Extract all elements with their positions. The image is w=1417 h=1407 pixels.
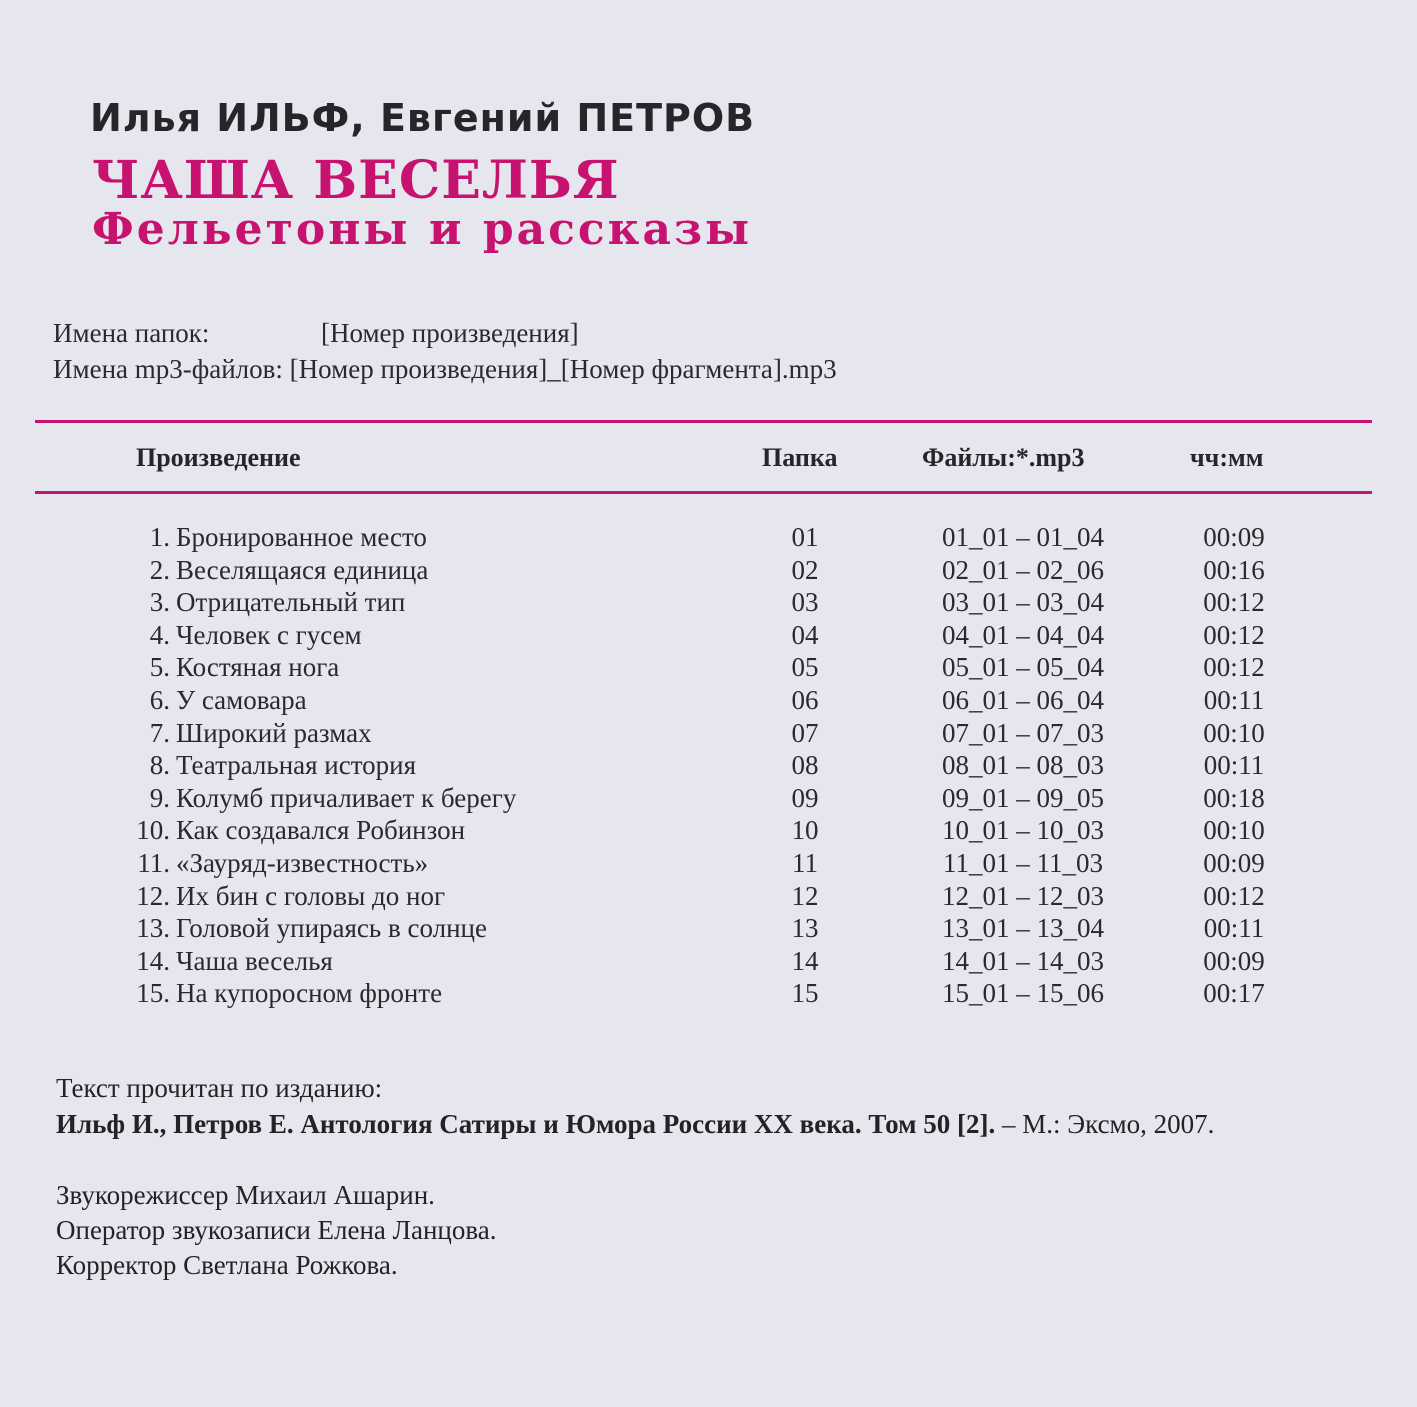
track-files: 08_01 – 08_03 xyxy=(942,750,1104,781)
track-folder: 14 xyxy=(791,945,819,976)
table-row xyxy=(0,718,1417,751)
file-naming-value: [Номер произведения]_[Номер фрагмента].mp3 xyxy=(289,354,837,384)
track-number: 14. xyxy=(136,945,170,976)
track-folder: 10 xyxy=(791,815,819,846)
folder-naming-value: [Номер произведения] xyxy=(321,318,579,348)
track-files: 15_01 – 15_06 xyxy=(942,978,1104,1009)
track-duration: 00:10 xyxy=(1203,815,1265,846)
track-title: Театральная история xyxy=(176,750,417,781)
track-duration: 00:16 xyxy=(1203,554,1265,585)
track-files: 02_01 – 02_06 xyxy=(942,554,1104,585)
track-folder: 15 xyxy=(791,978,819,1009)
file-naming-label: Имена mp3-файлов: xyxy=(53,354,283,384)
source-label: Текст прочитан по изданию: xyxy=(56,1073,383,1103)
track-folder: 11 xyxy=(792,847,818,878)
track-duration: 00:11 xyxy=(1203,750,1265,781)
track-files: 13_01 – 13_04 xyxy=(942,913,1104,944)
track-title: Головой упираясь в солнце xyxy=(176,913,487,944)
track-files: 09_01 – 09_05 xyxy=(942,782,1104,813)
album-title: ЧАША ВЕСЕЛЬЯ xyxy=(92,150,620,211)
track-number: 15. xyxy=(136,978,170,1009)
table-row xyxy=(0,815,1417,848)
track-title: Чаша веселья xyxy=(176,945,333,976)
track-number: 5. xyxy=(149,652,170,683)
track-title: Бронированное место xyxy=(176,522,427,552)
table-header-rule xyxy=(35,491,1372,494)
track-folder: 04 xyxy=(791,619,819,650)
track-title: У самовара xyxy=(176,684,307,715)
table-top-rule xyxy=(35,420,1372,423)
track-files: 01_01 – 01_04 xyxy=(942,522,1104,552)
track-folder: 06 xyxy=(791,684,819,715)
table-row xyxy=(0,848,1417,881)
track-duration: 00:12 xyxy=(1203,652,1265,683)
track-duration: 00:11 xyxy=(1203,913,1265,944)
source-citation-rest: – М.: Эксмо, 2007. xyxy=(995,1109,1215,1139)
source-citation xyxy=(56,1109,1214,1140)
track-title: Их бин с головы до ног xyxy=(176,880,446,911)
track-files: 06_01 – 06_04 xyxy=(942,684,1104,715)
track-files: 04_01 – 04_04 xyxy=(942,619,1104,650)
folder-naming-label: Имена папок: xyxy=(53,318,210,348)
track-title: Отрицательный тип xyxy=(176,587,406,618)
table-row xyxy=(0,522,1417,555)
track-duration: 00:09 xyxy=(1203,945,1265,976)
track-duration: 00:12 xyxy=(1203,619,1265,650)
track-folder: 01 xyxy=(791,522,819,552)
track-files: 11_01 – 11_03 xyxy=(943,847,1103,878)
track-number: 6. xyxy=(149,684,170,715)
track-title: Костяная нога xyxy=(176,652,340,683)
track-title: Колумб причаливает к берегу xyxy=(176,782,517,813)
table-row xyxy=(0,913,1417,946)
column-header-folder: Папка xyxy=(762,443,838,472)
authors-heading: Илья ИЛЬФ, Евгений ПЕТРОВ xyxy=(90,96,756,140)
table-row xyxy=(0,652,1417,685)
table-row xyxy=(0,946,1417,979)
track-title: «Зауряд-известность» xyxy=(176,847,429,878)
track-number: 2. xyxy=(149,554,170,585)
track-duration: 00:11 xyxy=(1203,684,1265,715)
track-number: 13. xyxy=(136,913,170,944)
column-header-work: Произведение xyxy=(136,443,301,472)
track-number: 9. xyxy=(149,782,170,813)
table-row xyxy=(0,783,1417,816)
table-row xyxy=(0,555,1417,588)
track-duration: 00:09 xyxy=(1203,522,1265,552)
track-files: 12_01 – 12_03 xyxy=(942,880,1104,911)
track-title: На купоросном фронте xyxy=(176,978,443,1009)
track-title: Человек с гусем xyxy=(176,619,362,650)
track-folder: 07 xyxy=(791,717,819,748)
track-duration: 00:12 xyxy=(1203,880,1265,911)
table-row xyxy=(0,750,1417,783)
track-files: 07_01 – 07_03 xyxy=(942,717,1104,748)
column-header-duration: чч:мм xyxy=(1190,443,1264,472)
track-table-body xyxy=(0,522,1417,1011)
track-duration: 00:12 xyxy=(1203,587,1265,618)
table-row xyxy=(0,881,1417,914)
track-title: Широкий размах xyxy=(176,717,372,748)
credit-proofreader: Корректор Светлана Рожкова. xyxy=(56,1250,398,1280)
table-row xyxy=(0,978,1417,1011)
table-row xyxy=(0,685,1417,718)
track-number: 11. xyxy=(137,847,170,878)
track-folder: 09 xyxy=(791,782,819,813)
track-duration: 00:09 xyxy=(1203,847,1265,878)
track-files: 05_01 – 05_04 xyxy=(942,652,1104,683)
track-duration: 00:18 xyxy=(1203,782,1265,813)
track-number: 1. xyxy=(149,522,170,552)
track-folder: 02 xyxy=(791,554,819,585)
track-number: 10. xyxy=(136,815,170,846)
track-duration: 00:17 xyxy=(1203,978,1265,1009)
track-number: 4. xyxy=(149,619,170,650)
file-naming-row xyxy=(53,354,837,385)
track-files: 03_01 – 03_04 xyxy=(942,587,1104,618)
track-duration: 00:10 xyxy=(1203,717,1265,748)
track-title: Как создавался Робинзон xyxy=(176,815,466,846)
source-citation-bold: Ильф И., Петров Е. Антология Сатиры и Юмора России XX века. Том 50 [2]. xyxy=(56,1109,996,1139)
folder-naming-row xyxy=(53,318,579,349)
track-folder: 03 xyxy=(791,587,819,618)
track-title: Веселящаяся единица xyxy=(176,554,429,585)
track-number: 7. xyxy=(149,717,170,748)
track-folder: 12 xyxy=(791,880,819,911)
track-number: 3. xyxy=(149,587,170,618)
track-number: 12. xyxy=(136,880,170,911)
table-row xyxy=(0,620,1417,653)
track-number: 8. xyxy=(149,750,170,781)
table-row xyxy=(0,587,1417,620)
track-files: 10_01 – 10_03 xyxy=(942,815,1104,846)
column-header-files: Файлы:*.mp3 xyxy=(922,443,1085,472)
track-folder: 05 xyxy=(791,652,819,683)
track-files: 14_01 – 14_03 xyxy=(942,945,1104,976)
track-folder: 08 xyxy=(791,750,819,781)
album-subtitle: Фельетоны и рассказы xyxy=(92,204,753,255)
credit-sound-director: Звукорежиссер Михаил Ашарин. xyxy=(56,1180,435,1210)
credit-recording-operator: Оператор звукозаписи Елена Ланцова. xyxy=(56,1215,497,1245)
track-folder: 13 xyxy=(791,913,819,944)
